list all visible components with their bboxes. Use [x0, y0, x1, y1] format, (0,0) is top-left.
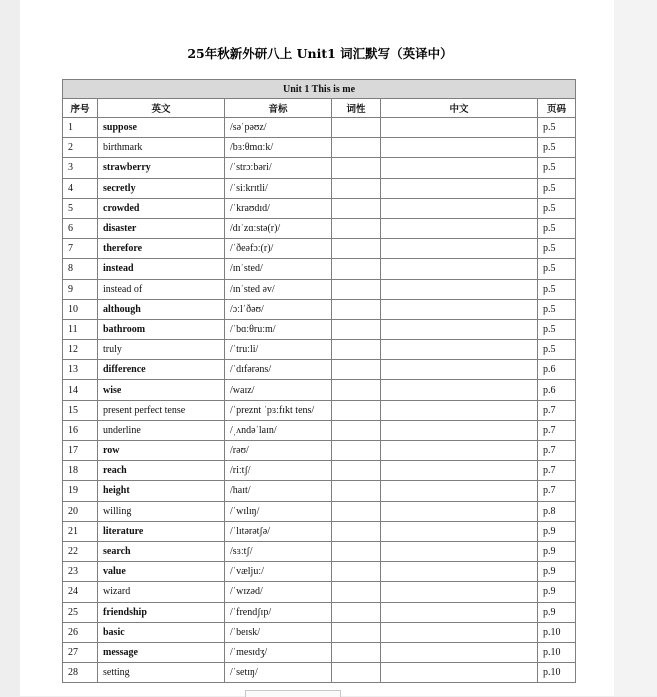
- row-number: 21: [63, 521, 98, 541]
- table-row: [63, 521, 576, 541]
- page-reference: p.5: [538, 340, 576, 360]
- row-number: 1: [63, 118, 98, 138]
- page-reference: p.5: [538, 158, 576, 178]
- page-reference: p.9: [538, 541, 576, 561]
- chinese-meaning-blank[interactable]: [381, 602, 538, 622]
- column-header-page: 页码: [538, 99, 576, 118]
- phonetic: /ˈsetɪŋ/: [225, 663, 332, 683]
- unit-header: Unit 1 This is me: [63, 80, 576, 99]
- part-of-speech-blank[interactable]: [332, 501, 381, 521]
- phonetic: /ˈstrɔːbəri/: [225, 158, 332, 178]
- english-word: value: [98, 562, 225, 582]
- vocabulary-table: [62, 79, 576, 683]
- part-of-speech-blank[interactable]: [332, 340, 381, 360]
- chinese-meaning-blank[interactable]: [381, 198, 538, 218]
- row-number: 20: [63, 501, 98, 521]
- page-reference: p.7: [538, 441, 576, 461]
- column-header-number: 序号: [63, 99, 98, 118]
- column-header-part-of-speech: 词性: [332, 99, 381, 118]
- chinese-meaning-blank[interactable]: [381, 239, 538, 259]
- row-number: 27: [63, 642, 98, 662]
- row-number: 28: [63, 663, 98, 683]
- row-number: 6: [63, 218, 98, 238]
- page-reference: p.5: [538, 198, 576, 218]
- phonetic: /ɪnˈsted əv/: [225, 279, 332, 299]
- table-row: [63, 501, 576, 521]
- table-row: [63, 642, 576, 662]
- table-row: [63, 158, 576, 178]
- english-word: difference: [98, 360, 225, 380]
- english-word: message: [98, 642, 225, 662]
- english-word: therefore: [98, 239, 225, 259]
- english-word: wise: [98, 380, 225, 400]
- page-reference: p.5: [538, 218, 576, 238]
- chinese-meaning-blank[interactable]: [381, 319, 538, 339]
- part-of-speech-blank[interactable]: [332, 198, 381, 218]
- row-number: 14: [63, 380, 98, 400]
- row-number: 19: [63, 481, 98, 501]
- part-of-speech-blank[interactable]: [332, 441, 381, 461]
- part-of-speech-blank[interactable]: [332, 178, 381, 198]
- page-reference: p.6: [538, 380, 576, 400]
- phonetic: /ˈfrendʃɪp/: [225, 602, 332, 622]
- chinese-meaning-blank[interactable]: [381, 420, 538, 440]
- right-gutter: [614, 0, 657, 696]
- part-of-speech-blank[interactable]: [332, 380, 381, 400]
- phonetic: /waɪz/: [225, 380, 332, 400]
- row-number: 17: [63, 441, 98, 461]
- chinese-meaning-blank[interactable]: [381, 642, 538, 662]
- part-of-speech-blank[interactable]: [332, 319, 381, 339]
- table-row: [63, 420, 576, 440]
- row-number: 11: [63, 319, 98, 339]
- english-word: willing: [98, 501, 225, 521]
- table-row: [63, 178, 576, 198]
- english-word: suppose: [98, 118, 225, 138]
- page-reference: p.5: [538, 319, 576, 339]
- table-row: [63, 663, 576, 683]
- chinese-meaning-blank[interactable]: [381, 501, 538, 521]
- part-of-speech-blank[interactable]: [332, 400, 381, 420]
- table-row: [63, 239, 576, 259]
- english-word: disaster: [98, 218, 225, 238]
- page-reference: p.5: [538, 118, 576, 138]
- phonetic: /ˈðeəfɔː(r)/: [225, 239, 332, 259]
- chinese-meaning-blank[interactable]: [381, 340, 538, 360]
- phonetic: /ˈbɑːθruːm/: [225, 319, 332, 339]
- table-row: [63, 441, 576, 461]
- chinese-meaning-blank[interactable]: [381, 400, 538, 420]
- row-number: 8: [63, 259, 98, 279]
- phonetic: /ˈtruːli/: [225, 340, 332, 360]
- phonetic: /ˈmesɪdʒ/: [225, 642, 332, 662]
- row-number: 22: [63, 541, 98, 561]
- page-reference: p.9: [538, 582, 576, 602]
- chinese-meaning-blank[interactable]: [381, 582, 538, 602]
- table-row: [63, 279, 576, 299]
- table-row: [63, 380, 576, 400]
- chinese-meaning-blank[interactable]: [381, 622, 538, 642]
- english-word: reach: [98, 461, 225, 481]
- part-of-speech-blank[interactable]: [332, 138, 381, 158]
- table-row: [63, 138, 576, 158]
- page-reference: p.5: [538, 279, 576, 299]
- phonetic: /ˌʌndəˈlaɪn/: [225, 420, 332, 440]
- phonetic: /ˈsiːkrɪtli/: [225, 178, 332, 198]
- row-number: 26: [63, 622, 98, 642]
- chinese-meaning-blank[interactable]: [381, 380, 538, 400]
- chinese-meaning-blank[interactable]: [381, 562, 538, 582]
- chinese-meaning-blank[interactable]: [381, 663, 538, 683]
- part-of-speech-blank[interactable]: [332, 602, 381, 622]
- page-reference: p.9: [538, 602, 576, 622]
- page-reference: p.5: [538, 259, 576, 279]
- page-reference: p.9: [538, 521, 576, 541]
- vocabulary-table-body: [63, 118, 576, 683]
- english-word: birthmark: [98, 138, 225, 158]
- part-of-speech-blank[interactable]: [332, 481, 381, 501]
- page-reference: p.5: [538, 138, 576, 158]
- phonetic: /ˈdɪfərəns/: [225, 360, 332, 380]
- part-of-speech-blank[interactable]: [332, 622, 381, 642]
- english-word: setting: [98, 663, 225, 683]
- phonetic: /riːtʃ/: [225, 461, 332, 481]
- english-word: height: [98, 481, 225, 501]
- row-number: 3: [63, 158, 98, 178]
- chinese-meaning-blank[interactable]: [381, 360, 538, 380]
- table-row: [63, 461, 576, 481]
- table-row: [63, 299, 576, 319]
- page-reference: p.7: [538, 420, 576, 440]
- row-number: 2: [63, 138, 98, 158]
- phonetic: /ˈpreznt ˈpɜːfɪkt tens/: [225, 400, 332, 420]
- english-word: although: [98, 299, 225, 319]
- phonetic: /ˈwɪzəd/: [225, 582, 332, 602]
- part-of-speech-blank[interactable]: [332, 521, 381, 541]
- phonetic: /ˈkraʊdɪd/: [225, 198, 332, 218]
- chinese-meaning-blank[interactable]: [381, 279, 538, 299]
- part-of-speech-blank[interactable]: [332, 158, 381, 178]
- row-number: 18: [63, 461, 98, 481]
- row-number: 24: [63, 582, 98, 602]
- column-header-english: 英文: [98, 99, 225, 118]
- page-reference: p.6: [538, 360, 576, 380]
- page-reference: p.10: [538, 642, 576, 662]
- chinese-meaning-blank[interactable]: [381, 218, 538, 238]
- table-row: [63, 340, 576, 360]
- english-word: strawberry: [98, 158, 225, 178]
- part-of-speech-blank[interactable]: [332, 663, 381, 683]
- table-row: [63, 481, 576, 501]
- page-reference: p.7: [538, 461, 576, 481]
- row-number: 7: [63, 239, 98, 259]
- table-row: [63, 541, 576, 561]
- page-reference: p.9: [538, 562, 576, 582]
- table-row: [63, 118, 576, 138]
- english-word: underline: [98, 420, 225, 440]
- document-title: 25年秋新外研八上 Unit1 词汇默写（英译中）: [187, 46, 453, 61]
- part-of-speech-blank[interactable]: [332, 420, 381, 440]
- table-row: [63, 259, 576, 279]
- phonetic: /bɜːθmɑːk/: [225, 138, 332, 158]
- chinese-meaning-blank[interactable]: [381, 138, 538, 158]
- phonetic: /rəʊ/: [225, 441, 332, 461]
- english-word: literature: [98, 521, 225, 541]
- table-row: [63, 400, 576, 420]
- chinese-meaning-blank[interactable]: [381, 521, 538, 541]
- phonetic: /ɔːlˈðəʊ/: [225, 299, 332, 319]
- row-number: 25: [63, 602, 98, 622]
- table-row: [63, 360, 576, 380]
- phonetic: /ɪnˈsted/: [225, 259, 332, 279]
- row-number: 10: [63, 299, 98, 319]
- row-number: 15: [63, 400, 98, 420]
- english-word: instead: [98, 259, 225, 279]
- chinese-meaning-blank[interactable]: [381, 259, 538, 279]
- english-word: crowded: [98, 198, 225, 218]
- english-word: bathroom: [98, 319, 225, 339]
- chinese-meaning-blank[interactable]: [381, 158, 538, 178]
- english-word: truly: [98, 340, 225, 360]
- page-reference: p.7: [538, 400, 576, 420]
- part-of-speech-blank[interactable]: [332, 360, 381, 380]
- part-of-speech-blank[interactable]: [332, 259, 381, 279]
- chinese-meaning-blank[interactable]: [381, 481, 538, 501]
- english-word: present perfect tense: [98, 400, 225, 420]
- row-number: 16: [63, 420, 98, 440]
- english-word: row: [98, 441, 225, 461]
- english-word: wizard: [98, 582, 225, 602]
- row-number: 12: [63, 340, 98, 360]
- phonetic: /ˈbeɪsk/: [225, 622, 332, 642]
- phonetic: /səˈpəʊz/: [225, 118, 332, 138]
- row-number: 5: [63, 198, 98, 218]
- phonetic: /haɪt/: [225, 481, 332, 501]
- row-number: 23: [63, 562, 98, 582]
- column-header-row: [63, 99, 576, 118]
- part-of-speech-blank[interactable]: [332, 239, 381, 259]
- part-of-speech-blank[interactable]: [332, 642, 381, 662]
- page-reference: p.8: [538, 501, 576, 521]
- column-header-phonetic: 音标: [225, 99, 332, 118]
- phonetic: /sɜːtʃ/: [225, 541, 332, 561]
- table-row: [63, 582, 576, 602]
- table-row: [63, 562, 576, 582]
- chinese-meaning-blank[interactable]: [381, 118, 538, 138]
- page-reference: p.10: [538, 622, 576, 642]
- english-word: secretly: [98, 178, 225, 198]
- page-reference: p.5: [538, 178, 576, 198]
- phonetic: /ˈlɪtərətʃə/: [225, 521, 332, 541]
- english-word: basic: [98, 622, 225, 642]
- table-row: [63, 198, 576, 218]
- part-of-speech-blank[interactable]: [332, 562, 381, 582]
- part-of-speech-blank[interactable]: [332, 582, 381, 602]
- chinese-meaning-blank[interactable]: [381, 441, 538, 461]
- row-number: 13: [63, 360, 98, 380]
- page-reference: p.5: [538, 299, 576, 319]
- page-reference: p.7: [538, 481, 576, 501]
- english-word: instead of: [98, 279, 225, 299]
- part-of-speech-blank[interactable]: [332, 461, 381, 481]
- phonetic: /ˈvæljuː/: [225, 562, 332, 582]
- page-reference: p.5: [538, 239, 576, 259]
- part-of-speech-blank[interactable]: [332, 218, 381, 238]
- column-header-chinese: 中文: [381, 99, 538, 118]
- phonetic: /ˈwɪlɪŋ/: [225, 501, 332, 521]
- part-of-speech-blank[interactable]: [332, 299, 381, 319]
- phonetic: /dɪˈzɑːstə(r)/: [225, 218, 332, 238]
- part-of-speech-blank[interactable]: [332, 118, 381, 138]
- table-row: [63, 602, 576, 622]
- part-of-speech-blank[interactable]: [332, 279, 381, 299]
- page-reference: p.10: [538, 663, 576, 683]
- part-of-speech-blank[interactable]: [332, 541, 381, 561]
- chinese-meaning-blank[interactable]: [381, 461, 538, 481]
- row-number: 9: [63, 279, 98, 299]
- table-row: [63, 622, 576, 642]
- chinese-meaning-blank[interactable]: [381, 541, 538, 561]
- table-row: [63, 319, 576, 339]
- chinese-meaning-blank[interactable]: [381, 299, 538, 319]
- table-row: [63, 218, 576, 238]
- english-word: friendship: [98, 602, 225, 622]
- english-word: search: [98, 541, 225, 561]
- chinese-meaning-blank[interactable]: [381, 178, 538, 198]
- row-number: 4: [63, 178, 98, 198]
